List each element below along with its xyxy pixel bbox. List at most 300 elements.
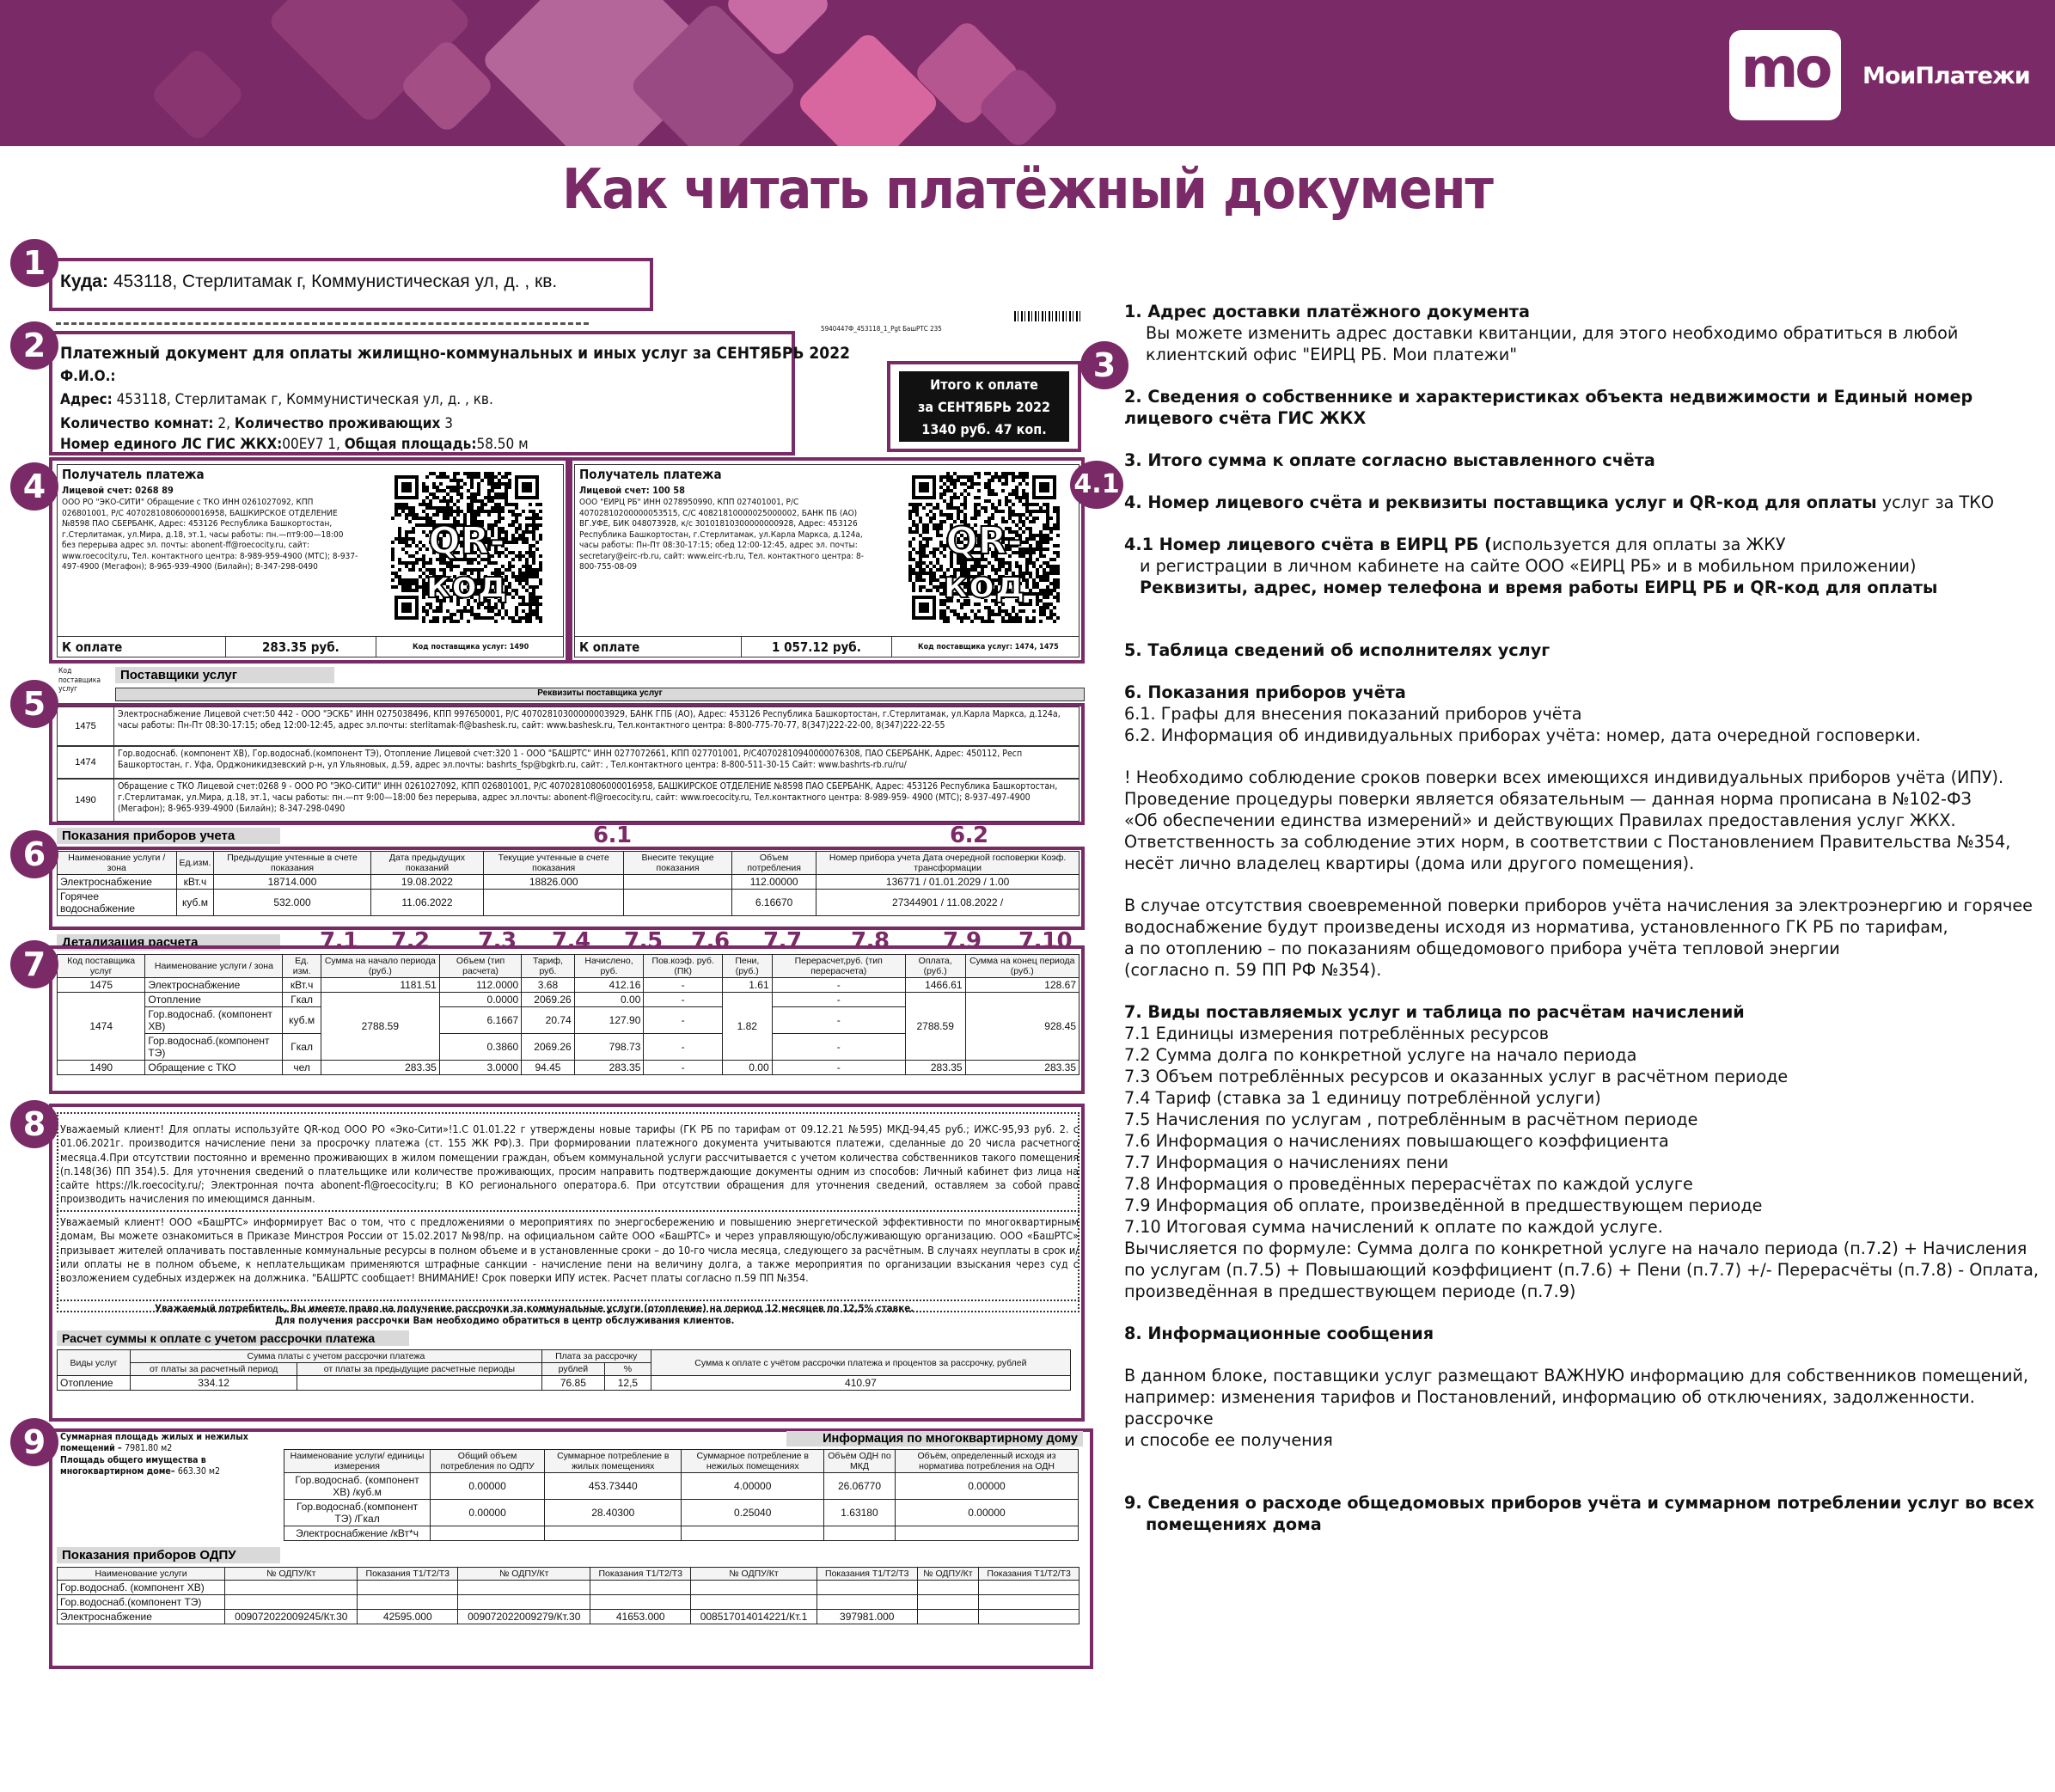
odpu-header-cell: № ОДПУ/Кт [458, 1568, 590, 1581]
meters-header-cell: Ед.изм. [176, 852, 214, 875]
exp-9-heading-1: 9. Сведения о расходе общедомовых приборов учёта и суммарном потреблении услуг во всех [1124, 1493, 2035, 1513]
messages-separator-2 [57, 1300, 1079, 1301]
rooms-line [60, 415, 453, 433]
recipient2-details: ООО "ЕИРЦ РБ" ИНН 0278950990, КПП 027401001, Р/С 40702810200000053515, С/С 40821810000025000002, БАНК ПБ (АО) ВГ.УФЕ, БИК 048073928, к/с 30101810300000000928, Адрес: 453126 Республика Башкортостан, г.Стерлитамак, ул.Карла Маркса, д.124а, часы работы: Пн-Пт 08:30-17:15; обед 12:00-12:45, адрес эл. почты: secretary@eirc-rb.ru, сайт: www.eirc-rb.ru, Тел. контактного центра: 8-800-755-08-09 [579, 498, 864, 572]
meters-cell: 18826.000 [484, 875, 624, 890]
total-box [899, 371, 1069, 442]
inst-cell [297, 1376, 542, 1391]
calc-cell: 2069.26 [522, 993, 574, 1007]
house-cell: 1.63180 [823, 1500, 895, 1526]
message-installment: Уважаемый потребитель, Вы имеете право на получение рассрочки за коммунальные услуги (отопление) на период 12 месяцев по 12,5% ставке. [155, 1302, 914, 1314]
meters-cell[interactable] [624, 890, 732, 916]
marker-6-1: 6.1 [593, 823, 632, 848]
header-banner [0, 0, 2055, 146]
meters-cell: 136771 / 01.01.2029 / 1.00 [816, 875, 1079, 890]
exp-note-3: «Об обеспечении единства измерений» и действующих Правилах предоставления услуг ЖКХ. [1124, 810, 1956, 830]
house-cell: 0.00000 [895, 1500, 1078, 1526]
installment-table [57, 1349, 1071, 1391]
calc-cell: Электроснабжение [145, 978, 283, 993]
meters-row [58, 875, 1079, 890]
calc-header-cell: Оплата, (руб.) [905, 955, 965, 978]
inst-row [58, 1376, 1071, 1391]
meters-cell: Электроснабжение [58, 875, 177, 890]
exp-41-heading: 4.1 Номер лицевого счёта в ЕИРЦ РБ ( [1124, 535, 1492, 554]
calc-cell: 1490 [58, 1061, 145, 1075]
suppliers-req-header: Реквизиты поставщика услуг [115, 688, 1085, 701]
house-cell: 0.25040 [682, 1500, 824, 1526]
marker-9: 9 [10, 1418, 58, 1466]
meters-table [57, 851, 1079, 916]
house-cell [823, 1526, 895, 1541]
inst-header-cell: Сумма платы с учетом рассрочки платежа [131, 1350, 542, 1363]
calc-cell: Гкал [283, 1034, 321, 1061]
inst-header-cell: от платы за расчетный период [131, 1363, 297, 1376]
meters-title: Показания приборов учета [57, 828, 280, 844]
logo-mark-box [1729, 30, 1841, 120]
exp-note-7: водоснабжение будут произведены исходя из норматива, установленного ГК РБ по тарифам, [1124, 917, 1948, 937]
qr-label-2: QR-код [943, 519, 1025, 607]
marker-7-7: 7.7 [763, 928, 802, 954]
odpu-header-cell: № ОДПУ/Кт [917, 1568, 979, 1581]
inst-header-cell: Плата за рассрочку [541, 1350, 651, 1363]
exp-5-heading: 5. Таблица сведений об исполнителях услуг [1124, 640, 1550, 660]
recipient2-label: Получатель платежа [579, 467, 722, 482]
calc-cell: 6.1667 [439, 1007, 521, 1034]
common-area [60, 1455, 266, 1477]
exp-7-item: 7.4 Тариф (ставка за 1 единицу потреблённой услуги) [1124, 1088, 1601, 1108]
qr-code-1[interactable] [391, 472, 542, 623]
marker-2: 2 [10, 321, 58, 370]
marker-5: 5 [10, 680, 58, 728]
odpu-cell [917, 1581, 979, 1595]
meters-cell: 18714.000 [214, 875, 370, 890]
odpu-cell: 397981.000 [816, 1610, 917, 1624]
house-cell: 0.00000 [895, 1473, 1078, 1500]
logo-text: МоиПлатежи [1862, 63, 2030, 89]
calc-cell: 283.35 [321, 1061, 439, 1075]
supplier-code: 1490 [58, 780, 114, 821]
meters-header-cell: Внесите текущие показания [624, 852, 732, 875]
calc-cell: - [644, 1061, 723, 1075]
message-ecocity: Уважаемый клиент! Для оплаты используйте QR-код ООО РО «Эко-Сити»!1.С 01.01.22 г утверждены новые тарифы (ГК РБ по тарифам от 09.12.21 №595) МКД-94,45 руб.; ИЖС-95,93 руб. 2. с 01.06.2021г. производится начисление пени за просрочку платежа (ст. 155 ЖК РФ).3. При формировании платежного документа учитываются платежи, сделанные до 20 числа расчетного месяца.4.При отсутствии постоянно и временно проживающих в жилом помещении граждан, объем коммунальной услуги рассчитывается с учетом количества собственников такого помещения (п.148(36) ПП 354).5. Для уточнения сведений о плательщике или количестве проживающих, просим направить подтверждающие документы одним из способов: Личный кабинет физ лица на сайте https://lk.roecocity.ru/; Электронная почта abonent-fl@roecocity.ru; В КО регионального оператора.6. При отсутствии обращения для уточнения сведений, оставляем за собой право производить начисления по имеющимся данным. [60, 1122, 1079, 1206]
exp-8-heading: 8. Информационные сообщения [1124, 1324, 1434, 1343]
house-cell: 453.73440 [545, 1473, 682, 1500]
residents-value: 3 [444, 415, 453, 432]
exp-note-9: (согласно п. 59 ПП РФ №354). [1124, 960, 1382, 980]
calc-cell: 928.45 [965, 993, 1079, 1061]
supplier-row [57, 746, 1079, 779]
odpu-cell: 41653.000 [590, 1610, 691, 1624]
calc-cell: куб.м [283, 1007, 321, 1034]
marker-7-10: 7.10 [1018, 928, 1073, 954]
qr-label-1: QR-код [425, 519, 508, 607]
inst-header-cell: Виды услуг [58, 1350, 131, 1376]
address-line [60, 271, 557, 293]
exp-note-6: В случае отсутствия своевременной поверки приборов учёта начисления за электроэнергию и горячее [1124, 896, 2033, 915]
area-label: Общая площадь: [344, 436, 477, 453]
meters-cell: 112.00000 [731, 875, 816, 890]
odpu-cell [358, 1581, 458, 1595]
house-header-cell: Объём, определенный исходя из норматива потребления на ОДН [895, 1450, 1078, 1473]
meters-cell[interactable] [624, 875, 732, 890]
recipient2-account: Лицевой счет: 100 58 [579, 485, 686, 496]
message-installment-2: Для получения рассрочки Вам необходимо обратиться в центр обслуживания клиентов. [275, 1314, 735, 1326]
marker-7-9: 7.9 [943, 928, 982, 954]
total-line2: за СЕНТЯБРЬ 2022 [918, 399, 1050, 415]
calc-cell: кВт.ч [283, 978, 321, 993]
calc-cell: 1466.61 [905, 978, 965, 993]
house-cell [431, 1526, 545, 1541]
house-cell: 26.06770 [823, 1473, 895, 1500]
exp-41 [1124, 534, 2044, 555]
odpu-cell: Гор.водоснаб.(компонент ТЭ) [58, 1595, 225, 1610]
calc-cell: 412.16 [574, 978, 644, 993]
odpu-cell [979, 1610, 1079, 1624]
marker-7-2: 7.2 [391, 928, 430, 954]
exp-8-text-1: В данном блоке, поставщики услуг размещают ВАЖНУЮ информацию для собственников помещений, [1124, 1366, 2028, 1385]
odpu-cell [590, 1595, 691, 1610]
odpu-cell [979, 1581, 1079, 1595]
meters-row [58, 890, 1079, 916]
calc-cell: 283.35 [905, 1061, 965, 1075]
brand-logo[interactable] [1729, 30, 2030, 120]
odpu-header-cell: Показания Т1/Т2/Т3 [979, 1568, 1079, 1581]
calc-cell: 283.35 [574, 1061, 644, 1075]
exp-8-text-3: и способе ее получения [1124, 1430, 1333, 1450]
odpu-row [58, 1610, 1079, 1624]
calc-row [58, 1061, 1079, 1075]
calc-cell: 20.74 [522, 1007, 574, 1034]
house-header-cell: Общий объем потребления по ОДПУ [431, 1450, 545, 1473]
exp-41-text: используется для оплаты за ЖКУ [1491, 535, 1786, 554]
exp-7-item: 7.2 Сумма долга по конкретной услуге на начало периода [1124, 1045, 1637, 1065]
house-cell [895, 1526, 1078, 1541]
marker-4: 4 [10, 462, 58, 511]
odpu-cell [917, 1610, 979, 1624]
meters-header-cell: Дата предыдущих показаний [370, 852, 484, 875]
marker-7-5: 7.5 [624, 928, 663, 954]
exp-note-5: несёт лично владелец квартиры (дома или другого помещения). [1124, 853, 1695, 873]
inst-cell: 12,5 [605, 1376, 651, 1391]
calc-cell: 1.82 [722, 993, 772, 1061]
calc-cell: 1181.51 [321, 978, 439, 993]
rooms-value: 2, [217, 415, 230, 432]
calc-header-cell: Код поставщика услуг [58, 955, 145, 978]
odpu-cell: 42595.000 [358, 1610, 458, 1624]
calc-cell: 0.00 [574, 993, 644, 1007]
barcode [1014, 311, 1083, 321]
exp-6-2: 6.2. Информация об индивидуальных приборах учёта: номер, дата очередной госповерки. [1124, 725, 1921, 745]
calc-cell: Обращение с ТКО [145, 1061, 283, 1075]
odpu-row [58, 1595, 1079, 1610]
calc-header-cell: Начислено, руб. [574, 955, 644, 978]
calc-cell: Отопление [145, 993, 283, 1007]
calc-header-cell: Ед. изм. [283, 955, 321, 978]
supplier-row [57, 779, 1079, 822]
exp-1-text: Вы можете изменить адрес доставки квитанции, для этого необходимо обратиться в любой клиентский офис "ЕИРЦ РБ. Мои платежи" [1146, 323, 1959, 364]
calc-cell: 0.00 [722, 1061, 772, 1075]
recipient1-label: Получатель платежа [62, 467, 205, 482]
calc-cell: Гор.водоснаб.(компонент ТЭ) [145, 1034, 283, 1061]
house-cell: 0.00000 [431, 1500, 545, 1526]
odpu-header-cell: № ОДПУ/Кт [691, 1568, 817, 1581]
marker-6-2: 6.2 [950, 823, 988, 848]
calc-header-cell: Тариф, руб. [522, 955, 574, 978]
calc-cell: 2069.26 [522, 1034, 574, 1061]
calc-cell: 3.68 [522, 978, 574, 993]
ls-line [60, 436, 529, 454]
qr-code-2[interactable] [908, 472, 1060, 623]
odpu-header-row [58, 1568, 1079, 1581]
total-line1: Итого к оплате [930, 376, 1038, 393]
exp-4 [1124, 492, 2044, 513]
house-title: Информация по многоквартирному дому [786, 1431, 1083, 1446]
odpu-cell [225, 1595, 358, 1610]
calc-header-cell: Пени, (руб.) [722, 955, 772, 978]
odpu-cell [816, 1595, 917, 1610]
house-table [284, 1449, 1079, 1541]
marker-4-1: 4.1 [1070, 461, 1123, 509]
installment-title: Расчет суммы к оплате с учетом рассрочки платежа [57, 1330, 409, 1346]
odpu-header-cell: Показания Т1/Т2/Т3 [358, 1568, 458, 1581]
calc-cell: 112.0000 [439, 978, 521, 993]
inst-cell: 410.97 [651, 1376, 1070, 1391]
meters-cell: кВт.ч [176, 875, 214, 890]
calc-header-cell: Объем (тип расчета) [439, 955, 521, 978]
odpu-cell [917, 1595, 979, 1610]
page-title: Как читать платёжный документ [562, 158, 1493, 222]
odpu-header-cell: № ОДПУ/Кт [225, 1568, 358, 1581]
meters-cell: 27344901 / 11.08.2022 / [816, 890, 1079, 916]
calc-cell: - [772, 993, 905, 1007]
owner-address [60, 391, 493, 409]
calc-cell: - [644, 978, 723, 993]
odpu-cell [590, 1581, 691, 1595]
message-bashrts: Уважаемый клиент! ООО «БашРТС» информирует Вас о том, что с предложениями о мероприятиях по энергосбережению и повышению энергетической эффективности по многоквартирным домам, Вы можете ознакомиться в Приказе Минстроя России от 15.02.2017 №98/пр. на официальном сайте ООО «БашРТС» и через управляющую/обслуживающую организацию. ООО «БашРТС» призывает жителей оплачивать поставленные коммунальные ресурсы в полном объеме и в установленные сроки – до 10-го числа месяца, следующего за расчётным. В случаях неуплаты в срок и/или оплаты не в полном объеме, к неплательщикам применяются штрафные санкции - начисление пени на величину долга, а также мероприятия по организации взыскания через суд с возложением судебных издержек на должника. "БАШРТС сообщает! ВНИМАНИЕ! Срок поверки ИПУ истек. Расчет платы согласно п.59 ПП №354. [60, 1215, 1079, 1284]
calc-cell: - [772, 1034, 905, 1061]
exp-7-item: 7.6 Информация о начислениях повышающего коэффициента [1124, 1131, 1669, 1151]
calc-row [58, 978, 1079, 993]
marker-1: 1 [10, 239, 58, 287]
inst-cell: 76.85 [541, 1376, 604, 1391]
messages-separator [57, 1210, 1079, 1212]
marker-3: 3 [1080, 341, 1128, 389]
recipient1-code: Код поставщика услуг: 1490 [413, 643, 529, 651]
house-area [60, 1432, 266, 1454]
exp-41-heading2: Реквизиты, адрес, номер телефона и время работы ЕИРЦ РБ и QR-код для оплаты [1140, 578, 1938, 597]
calc-cell: 1474 [58, 993, 145, 1061]
meters-cell: Горячее водоснабжение [58, 890, 177, 916]
exp-7-heading: 7. Виды поставляемых услуг и таблица по расчётам начислений [1124, 1002, 1745, 1022]
suppliers-title: Поставщики услуг [115, 667, 334, 683]
logo-mark: mo [1740, 37, 1830, 101]
meters-cell [484, 890, 624, 916]
exp-note-4: Ответственность за соблюдение этих норм, в соответствии с Постановлением Правительства №354, [1124, 832, 2011, 852]
calc-cell: 0.3860 [439, 1034, 521, 1061]
calc-cell: 0.0000 [439, 993, 521, 1007]
odpu-header-cell: Наименование услуги [58, 1568, 225, 1581]
inst-header-cell: % [605, 1363, 651, 1376]
supplier-details: Гор.водоснаб. (компонент ХВ), Гор.водоснаб.(компонент ТЭ), Отопление Лицевой счет:320 1 - ООО "БАШРТС" ИНН 0277072661, КПП 027701001, Р/С40702810940000076308, ПАО СБЕРБАНК, Адрес: 450112, Респ Башкортостан, г. Уфа, Орджоникидзевский р-н, ул Ульяновых, д.59, адрес эл.почты: bashrts_fsp@bgkrb.ru, сайт: , Тел.контактного центра: 8-800-511-30-15 Сайт: www.bashrts-rb.ru/ru/ [118, 749, 1023, 771]
exp-7-item: 7.10 Итоговая сумма начислений к оплате по каждой услуге. [1124, 1217, 1663, 1237]
addr-label: Адрес: [60, 391, 113, 408]
ls-value: 00ЕУ7 1, [282, 436, 340, 453]
exp-7-formula-2: по услугам (п.7.5) + Повышающий коэффициент (п.7.6) + Пени (п.7.7) +/- Перерасчёты (п.7.8) - Оплата, [1124, 1260, 2039, 1280]
inst-cell: Отопление [58, 1376, 131, 1391]
common-area-label: Площадь общего имущества в многоквартирном доме– [60, 1455, 206, 1477]
address-value: 453118, Стерлитамак г, Коммунистическая ул, д. , кв. [113, 272, 558, 291]
marker-7-6: 7.6 [691, 928, 730, 954]
exp-41-text2: и регистрации в личном кабинете на сайте ООО «ЕИРЦ РБ» и в мобильном приложении) [1140, 556, 1917, 576]
recipient1-pay-label: К оплате [62, 639, 123, 655]
recipient2-pay-value: 1 057.12 руб. [772, 639, 861, 655]
exp-9-heading-2: помещениях дома [1146, 1514, 1322, 1534]
calc-cell: Гкал [283, 993, 321, 1007]
inst-header-row [58, 1350, 1071, 1363]
house-cell [682, 1526, 824, 1541]
supplier-details: Электроснабжение Лицевой счет:50 442 - ООО "ЭСКБ" ИНН 0275038496, КПП 997650001, Р/С 40702810300000003929, БАНК ГПБ (АО), Адрес: 453126 Республика Башкортостан, г.Стерлитамак, ул.Карла Маркса, д.124а, часы работы: Пн-Пт 08:30-17:15; обед 12:00-12:45, адрес эл.почты: sterlitamak-fl@bashesk.ru, сайт: www.bashesk.ru, Тел.контактного центра: 8-800-775-70-77, 8(347)222-22-00, 8(347)222-22-55 [118, 709, 1061, 731]
addr-value: 453118, Стерлитамак г, Коммунистическая ул, д. , кв. [116, 391, 493, 408]
odpu-cell: 009072022009245/Кт.30 [225, 1610, 358, 1624]
house-area-value: 7981.80 м2 [125, 1443, 173, 1454]
address-label: Куда: [60, 272, 108, 291]
calc-cell: 2788.59 [905, 993, 965, 1061]
meters-header-cell: Объем потребления [731, 852, 816, 875]
supplier-details: Обращение с ТКО Лицевой счет:0268 9 - ООО РО "ЭКО-СИТИ" ИНН 0261027092, КПП 026801001, Р/С 40702810806000016958, БАШКИРСКОЕ ОТДЕЛЕНИЕ №8598 ПАО СБЕРБАНК, Адрес: 453126 Республика Башкортостан, г.Стерлитамак, ул.Мира, д.18, эт.1, часы работы: пн.—пт 9:00—18:00 без перерыва, адрес эл.почты: abonent-fl@roecocity.ru, сайт: www.roecocity.ru, Тел.контактного центра: 8-989-959- 4900 (МТС); 8-937-497-4900 (Мегафон); 8-965-939-4900 (Билайн); 8-347-298-0490 [118, 781, 1058, 815]
meters-header-cell: Текущие учтенные в счете показания [484, 852, 624, 875]
exp-7-item: 7.1 Единицы измерения потреблённых ресурсов [1124, 1024, 1550, 1043]
calc-cell: 3.0000 [439, 1061, 521, 1075]
meters-header-cell: Номер прибора учета Дата очередной госповерки Коэф. трансформации [816, 852, 1079, 875]
explanations [1124, 301, 2044, 1535]
header-title: Платежный документ для оплаты жилищно-коммунальных и иных услуг за СЕНТЯБРЬ 2022 [60, 344, 850, 363]
meters-cell: 532.000 [214, 890, 370, 916]
recipient2-pay-label: К оплате [579, 639, 640, 655]
marker-6: 6 [10, 830, 58, 878]
exp-1-heading: 1. Адрес доставки платёжного документа [1124, 302, 1530, 321]
exp-8-text-2: например: изменения тарифов и Постановлений, информацию об отключениях, задолженности. рассрочке [1124, 1387, 1975, 1428]
calc-header-cell: Перерасчет,руб. (тип перерасчета) [772, 955, 905, 978]
marker-8: 8 [10, 1100, 58, 1148]
odpu-title: Показания приборов ОДПУ [57, 1547, 280, 1563]
fio-label: Ф.И.О.: [60, 368, 116, 385]
exp-note-1: ! Необходимо соблюдение сроков поверки всех имеющихся индивидуальных приборов учёта (ИПУ). [1124, 768, 2004, 787]
recipient1-account: Лицевой счет: 0268 89 [62, 485, 174, 496]
house-cell: Электроснабжение /кВт*ч [284, 1526, 431, 1541]
calc-row [58, 993, 1079, 1007]
odpu-cell [458, 1581, 590, 1595]
exp-7-item: 7.7 Информация о начислениях пени [1124, 1153, 1449, 1172]
calc-cell: 128.67 [965, 978, 1079, 993]
odpu-cell: 009072022009279/Кт.30 [458, 1610, 590, 1624]
calc-cell: - [644, 993, 723, 1007]
house-cell: 28.40300 [545, 1500, 682, 1526]
house-row [284, 1500, 1079, 1526]
odpu-cell [979, 1595, 1079, 1610]
odpu-cell [691, 1581, 817, 1595]
exp-7-item: 7.3 Объем потреблённых ресурсов и оказанных услуг в расчётном периоде [1124, 1067, 1789, 1086]
odpu-cell [358, 1595, 458, 1610]
marker-7-4: 7.4 [552, 928, 590, 954]
exp-note-2: Проведение процедуры поверки является обязательным — данная норма прописана в №102-ФЗ [1124, 789, 1972, 809]
calc-cell: 283.35 [965, 1061, 1079, 1075]
inst-header-cell: рублей [541, 1363, 604, 1376]
house-header-cell: Суммарное потребление в жилых помещениях [545, 1450, 682, 1473]
calc-header-cell: Пов.коэф. руб. (ПК) [644, 955, 723, 978]
odpu-cell [458, 1595, 590, 1610]
marker-7-3: 7.3 [478, 928, 517, 954]
calc-cell: - [772, 1061, 905, 1075]
odpu-table [57, 1567, 1079, 1624]
calc-cell: 2788.59 [321, 993, 439, 1061]
exp-7-item: 7.9 Информация об оплате, произведённой в предшествующем периоде [1124, 1196, 1763, 1215]
exp-7-item: 7.8 Информация о проведённых перерасчётах по каждой услуге [1124, 1174, 1693, 1194]
odpu-header-cell: Показания Т1/Т2/Т3 [816, 1568, 917, 1581]
house-cell: Гор.водоснаб.(компонент ТЭ) /Гкал [284, 1500, 431, 1526]
supplier-code: 1474 [58, 747, 114, 778]
supplier-code: 1475 [58, 707, 114, 745]
calc-cell: - [644, 1007, 723, 1034]
odpu-row [58, 1581, 1079, 1595]
house-row [284, 1526, 1079, 1541]
calc-cell: Гор.водоснаб. (компонент ХВ) [145, 1007, 283, 1034]
odpu-cell: 008517014014221/Кт.1 [691, 1610, 817, 1624]
residents-label: Количество проживающих [234, 415, 441, 432]
exp-note-8: а по отоплению – по показаниям общедомового прибора учёта тепловой энергии [1124, 939, 1840, 958]
calc-cell: 1475 [58, 978, 145, 993]
house-header-cell: Наименование услуги/ единицы измерения [284, 1450, 431, 1473]
inst-header-cell: Сумма к оплате с учётом рассрочки платежа и процентов за рассрочку, рублей [651, 1350, 1070, 1376]
barcode-text: 5940447Ф_453118_1_Pgt БашРТС 235 [821, 325, 942, 333]
exp-3-heading: 3. Итого сумма к оплате согласно выставленного счёта [1124, 450, 1655, 470]
recipient1-pay-value: 283.35 руб. [262, 639, 339, 655]
calc-header-cell: Наименование услуги / зона [145, 955, 283, 978]
exp-7-formula-3: произведённая в предшествующем периоде (п.7.9) [1124, 1281, 1576, 1301]
exp-4-text: услуг за ТКО [1876, 492, 1994, 512]
rooms-label: Количество комнат: [60, 415, 214, 432]
calc-table [57, 954, 1079, 1075]
total-line3: 1340 руб. 47 коп. [921, 421, 1047, 437]
calc-cell: 94.45 [522, 1061, 574, 1075]
exp-7-formula-1: Вычисляется по формуле: Сумма долга по конкретной услуге на начало периода (п.7.2) + Начисления [1124, 1238, 2027, 1258]
inst-header-cell: от платы за предыдущие расчетные периоды [297, 1363, 542, 1376]
house-header-cell: Объём ОДН по МКД [823, 1450, 895, 1473]
odpu-cell [816, 1581, 917, 1595]
odpu-cell [691, 1595, 817, 1610]
exp-6-1: 6.1. Графы для внесения показаний приборов учёта [1124, 704, 1582, 724]
house-cell [545, 1526, 682, 1541]
exp-2-heading: 2. Сведения о собственнике и характеристиках объекта недвижимости и Единый номер лицевого счёта ГИС ЖКХ [1124, 387, 1973, 428]
house-cell: Гор.водоснаб. (компонент ХВ) /куб.м [284, 1473, 431, 1500]
supplier-row [57, 706, 1079, 746]
house-area-label: Суммарная площадь жилых и нежилых помещений – [60, 1432, 248, 1454]
marker-7-8: 7.8 [851, 928, 890, 954]
area-value: 58.50 м [476, 436, 529, 453]
marker-7-1: 7.1 [320, 928, 358, 954]
calc-cell: 798.73 [574, 1034, 644, 1061]
meters-cell: 6.16670 [731, 890, 816, 916]
meters-cell: 19.08.2022 [370, 875, 484, 890]
meters-header-cell: Наименование услуги / зона [58, 852, 177, 875]
recipient1-details: ООО РО "ЭКО-СИТИ" Обращение с ТКО ИНН 0261027092, КПП 026801001, Р/С 40702810806000016958, БАШКИРСКОЕ ОТДЕЛЕНИЕ №8598 ПАО СБЕРБАНК, Адрес: 453126 Республика Башкортостан, г.Стерлитамак, ул.Мира, д.18, эт.1, часы работы: пн.—пт9:00—18:00 без перерыва адрес эл. почты: abonent-ff@roecocity.ru, сайт: www.roecocity.ru, Тел. контактного центра: 8-989-959-4900 (МТС); 8-937-497-4900 (Мегафон); 8-965-939-4900 (Билайн); 8-347-298-0490 [62, 498, 358, 572]
odpu-cell: Электроснабжение [58, 1610, 225, 1624]
calc-header-row [58, 955, 1079, 978]
odpu-header-cell: Показания Т1/Т2/Т3 [590, 1568, 691, 1581]
marker-7: 7 [10, 940, 58, 988]
recipient2-code: Код поставщика услуг: 1474, 1475 [918, 643, 1059, 651]
calc-cell: чел [283, 1061, 321, 1075]
exp-7-list [1124, 1023, 2044, 1238]
